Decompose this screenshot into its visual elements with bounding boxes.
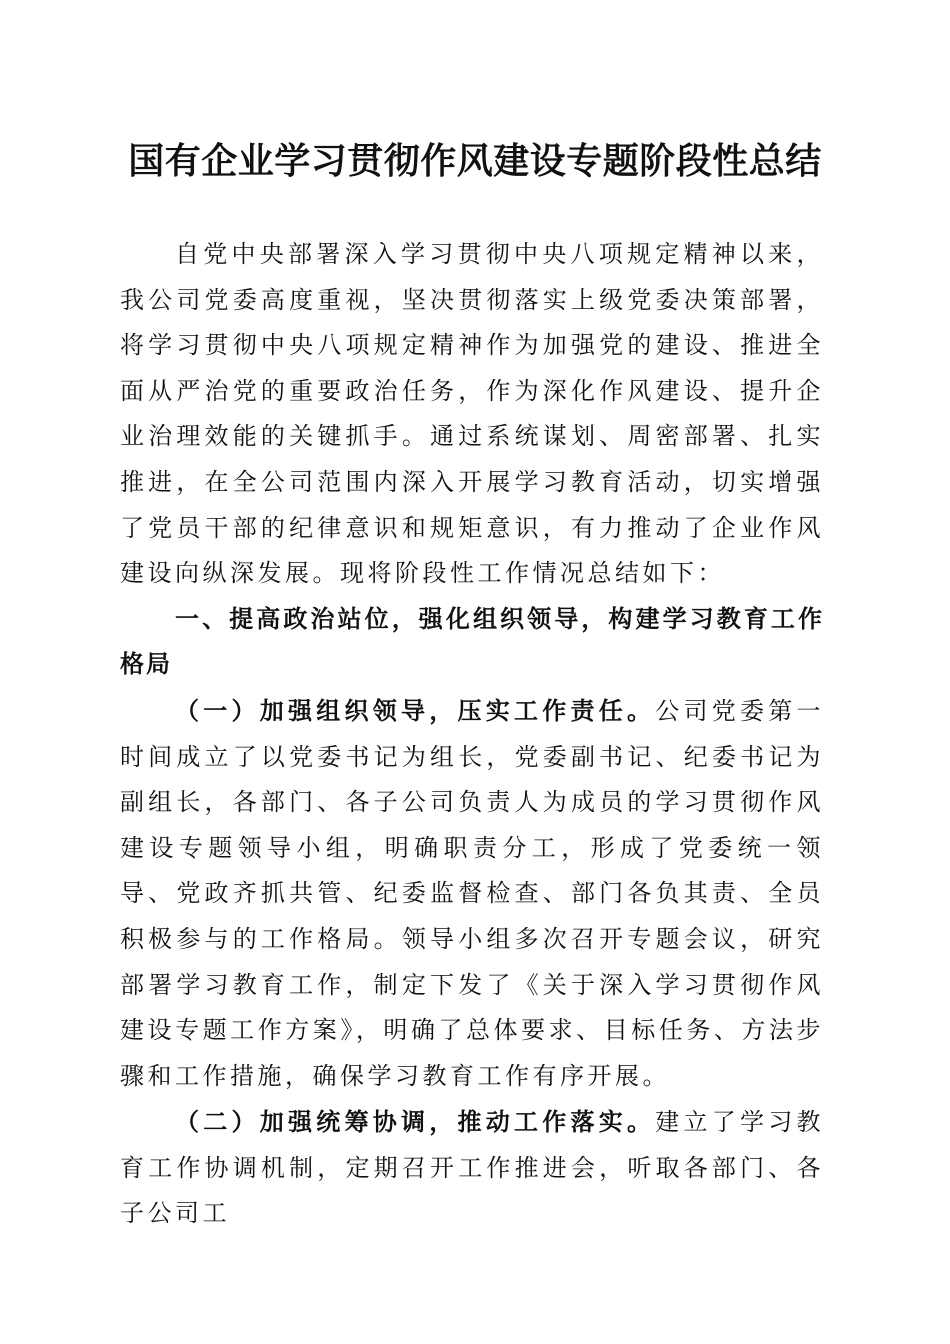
section-1-item-2 bbox=[120, 1099, 824, 1237]
section-1-item-1 bbox=[120, 688, 824, 1099]
document-body bbox=[120, 232, 824, 1237]
item-2-body: 建立了学习教育工作协调机制，定期召开工作推进会，听取各部门、各子公司工 bbox=[120, 1108, 824, 1228]
item-2-lead: （二）加强统筹协调，推动工作落实。 bbox=[175, 1107, 656, 1137]
item-1-body: 公司党委第一时间成立了以党委书记为组长，党委副书记、纪委书记为副组长，各部门、各子公司负责人为成员的学习贯彻作风建设专题领导小组，明确职责分工，形成了党委统一领导、党政齐抓共管、纪委监督检查、部门各负其责、全员积极参与的工作格局。领导小组多次召开专题会议，研究部署学习教育工作，制定下发了《关于深入学习贯彻作风建设专题工作方案》，明确了总体要求、目标任务、方法步骤和工作措施，确保学习教育工作有序开展。 bbox=[120, 696, 824, 1090]
item-1-lead: （一）加强组织领导，压实工作责任。 bbox=[175, 695, 656, 725]
intro-paragraph: 自党中央部署深入学习贯彻中央八项规定精神以来，我公司党委高度重视，坚决贯彻落实上级党委决策部署，将学习贯彻中央八项规定精神作为加强党的建设、推进全面从严治党的重要政治任务，作为深化作风建设、提升企业治理效能的关键抓手。通过系统谋划、周密部署、扎实推进，在全公司范围内深入开展学习教育活动，切实增强了党员干部的纪律意识和规矩意识，有力推动了企业作风建设向纵深发展。现将阶段性工作情况总结如下： bbox=[120, 240, 824, 588]
document-title: 国有企业学习贯彻作风建设专题阶段性总结 bbox=[128, 141, 822, 182]
section-heading-1: 一、提高政治站位，强化组织领导，构建学习教育工作格局 bbox=[120, 604, 824, 679]
